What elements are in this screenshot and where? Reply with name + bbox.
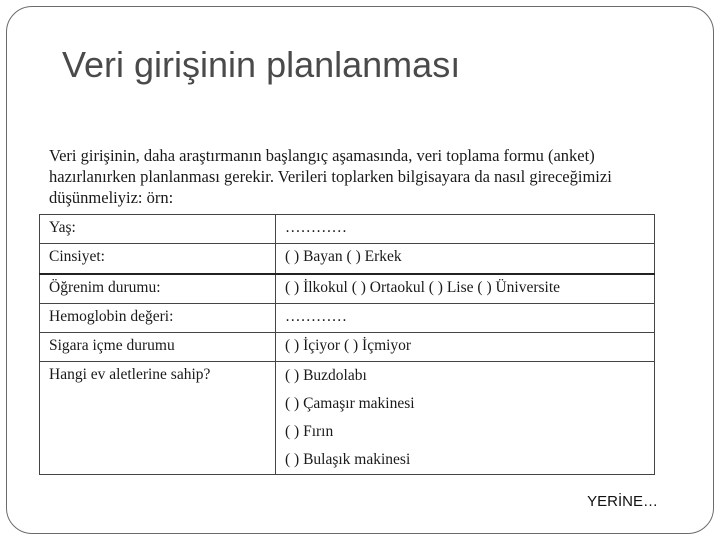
row-value-hemoglobin: …………	[276, 304, 655, 333]
table-row	[40, 274, 655, 304]
appliance-option: ( ) Bulaşık makinesi	[285, 451, 411, 468]
row-value-age: …………	[276, 215, 655, 244]
table-row	[40, 333, 655, 362]
intro-paragraph	[49, 145, 689, 208]
appliance-option: ( ) Fırın	[285, 423, 334, 440]
row-label-smoking: Sigara içme durumu	[40, 333, 276, 362]
intro-line: Veri girişinin, daha araştırmanın başlangıç aşamasında, veri toplama formu (anket)	[49, 146, 595, 165]
table-row	[40, 244, 655, 275]
slide-title: Veri girişinin planlanması	[62, 44, 461, 85]
appliance-option: ( ) Buzdolabı	[285, 367, 367, 384]
row-label-hemoglobin: Hemoglobin değeri:	[40, 304, 276, 333]
row-label-age: Yaş:	[40, 215, 276, 244]
appliance-option: ( ) Çamaşır makinesi	[285, 395, 415, 412]
survey-form-table	[39, 214, 655, 475]
footer-note: YERİNE…	[587, 493, 658, 510]
row-value-appliances	[276, 362, 655, 475]
table-row	[40, 362, 655, 475]
appliances-question: Hangi ev aletlerine sahip?	[49, 366, 211, 383]
row-value-smoking: ( ) İçiyor ( ) İçmiyor	[276, 333, 655, 362]
table-row	[40, 215, 655, 244]
table-row	[40, 304, 655, 333]
intro-line: düşünmeliyiz: örn:	[49, 188, 174, 207]
row-label-gender: Cinsiyet:	[40, 244, 276, 275]
row-label-education: Öğrenim durumu:	[40, 274, 276, 304]
row-value-gender: ( ) Bayan ( ) Erkek	[276, 244, 655, 275]
intro-line: hazırlanırken planlanması gerekir. Verileri toplarken bilgisayara da nasıl gireceğimizi	[49, 167, 612, 186]
row-label-appliances	[40, 362, 276, 475]
row-value-education: ( ) İlkokul ( ) Ortaokul ( ) Lise ( ) Üniversite	[276, 274, 655, 304]
